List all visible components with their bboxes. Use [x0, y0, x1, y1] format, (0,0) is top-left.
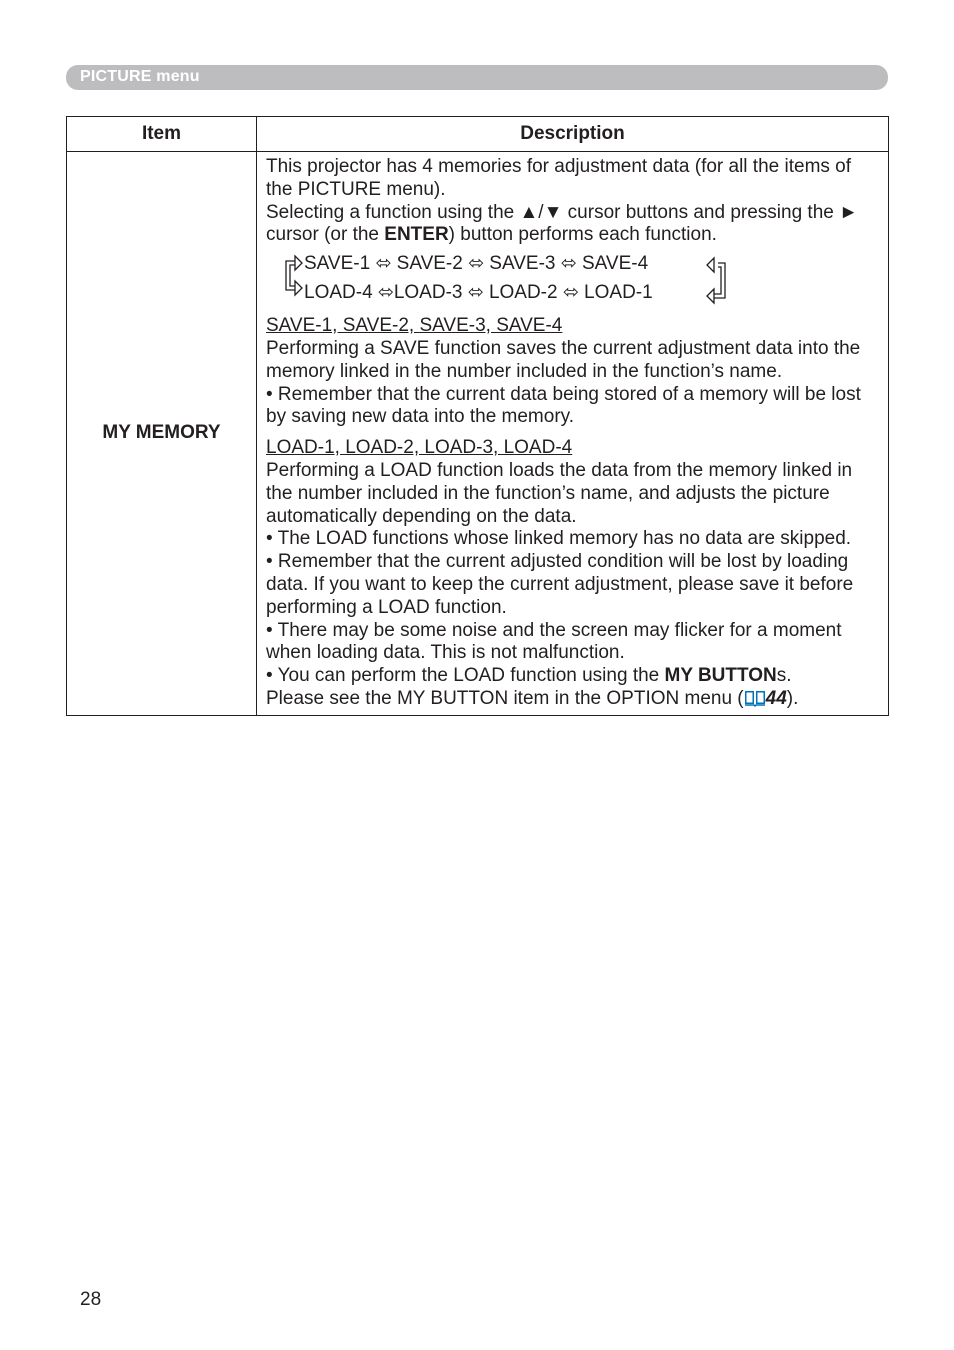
intro-text-2a: Selecting a function using the ▲/▼ cursor buttons and pressing the ► cursor (or the	[266, 201, 858, 246]
my-button-label: MY BUTTON	[664, 665, 777, 687]
load-text-1: Performing a LOAD function loads the data from the memory linked in the number included in the function’s name, and adjusts the picture automatically depending on the data.	[266, 459, 853, 527]
load-text-2: • The LOAD functions whose linked memory has no data are skipped.	[266, 528, 852, 550]
book-reference-icon	[744, 689, 766, 707]
table-header-row	[67, 117, 889, 152]
save-heading: SAVE-1, SAVE-2, SAVE-3, SAVE-4	[266, 315, 563, 337]
item-my-memory: MY MEMORY	[67, 152, 257, 716]
page-number: 28	[80, 1289, 102, 1310]
load-text-5a: • You can perform the LOAD function using the	[266, 665, 665, 687]
intro-text-2	[266, 202, 880, 248]
save-text-1: Performing a SAVE function saves the current adjustment data into the memory linked in the number included in the function’s name.	[266, 337, 861, 382]
load-text-6b: ).	[786, 687, 799, 709]
intro-text-2c: ) button performs each function.	[448, 224, 717, 246]
header-description: Description	[257, 117, 889, 152]
load-text-3: • Remember that the current adjusted condition will be lost by loading data. If you want to keep the current adjustment, please save it before performing a LOAD function.	[266, 551, 854, 618]
load-text-5c: s.	[776, 665, 792, 687]
load-text-6	[266, 688, 880, 711]
enter-label: ENTER	[384, 224, 449, 246]
section-title: PICTURE menu	[80, 68, 200, 85]
description-cell	[257, 152, 889, 716]
load-heading: LOAD-1, LOAD-2, LOAD-3, LOAD-4	[266, 437, 573, 459]
load-text-4: • There may be some noise and the screen may flicker for a moment when loading data. This is not malfunction.	[266, 619, 842, 664]
load-text-6a: Please see the MY BUTTON item in the OPTION menu (	[266, 687, 744, 709]
load-text-5	[266, 665, 880, 688]
menu-table	[66, 116, 889, 716]
intro-text-1: This projector has 4 memories for adjustment data (for all the items of the PICTURE menu).	[266, 156, 852, 200]
save-cycle-row: SAVE-1 ⬄ SAVE-2 ⬄ SAVE-3 ⬄ SAVE-4	[304, 253, 649, 275]
memory-cycle-diagram	[284, 251, 880, 309]
page-reference[interactable]: 44	[765, 687, 787, 709]
table-row	[67, 152, 889, 716]
section-header-bar	[66, 65, 888, 90]
save-text-2: • Remember that the current data being stored of a memory will be lost by saving new data into the memory.	[266, 383, 861, 428]
header-item: Item	[67, 117, 257, 152]
load-cycle-row: LOAD-4 ⬄LOAD-3 ⬄ LOAD-2 ⬄ LOAD-1	[304, 282, 653, 304]
